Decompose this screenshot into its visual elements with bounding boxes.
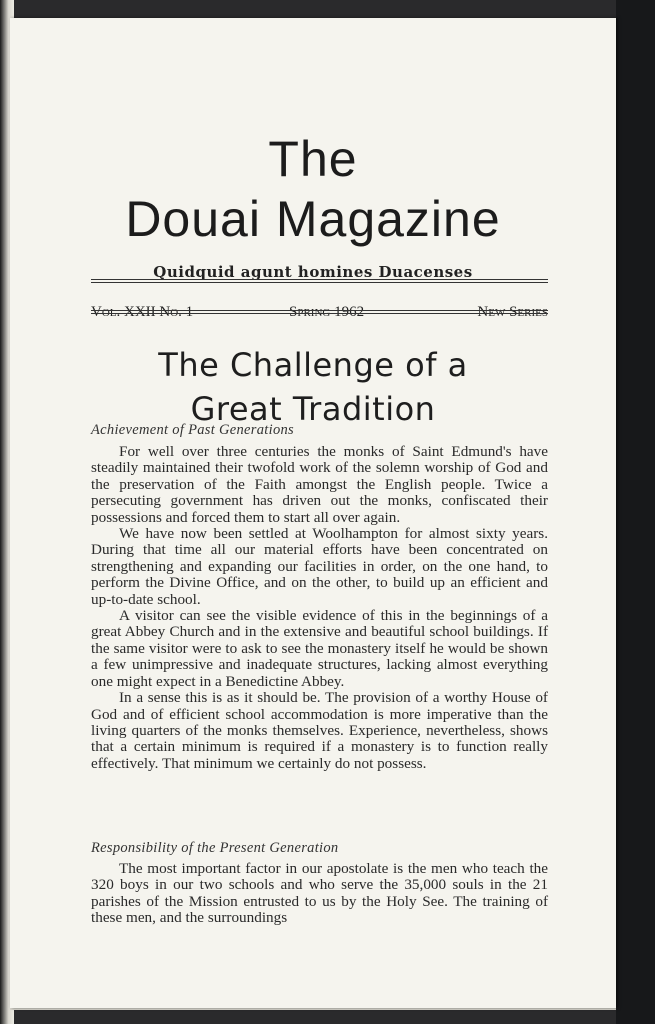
divider-rule bbox=[91, 282, 548, 283]
section-body bbox=[91, 444, 548, 772]
article-title-line1: The Challenge of a bbox=[158, 346, 468, 384]
paragraph: We have now been settled at Woolhampton for almost sixty years. During that time all our material efforts have been concentrated on strengthening and expanding our facilities in order, on the one hand, to perform the Divine Office, and on the other, to build up an efficient and up-to-date school. bbox=[91, 525, 548, 608]
masthead-motto: Quidquid agunt homines Duacenses bbox=[153, 263, 473, 281]
paragraph: In a sense this is as it should be. The provision of a worthy House of God and of efficient school accommodation is more imperative than the living quarters of the monks themselves. Experience, nevertheless, shows that a certain minimum is required if a monastery is to function really effectively. That minimum we certainly do not possess. bbox=[91, 689, 548, 772]
issue-info bbox=[91, 304, 548, 324]
section-heading: Achievement of Past Generations bbox=[91, 422, 294, 438]
divider-rule bbox=[91, 313, 548, 314]
section-body bbox=[91, 861, 548, 927]
issue-series: New Series bbox=[477, 304, 548, 320]
paragraph: The most important factor in our apostolate is the men who teach the 320 boys in our two schools and who serve the 35,000 souls in the 21 parishes of the Mission entrusted to us by the Holy See. The training of these men, and the surroundings bbox=[91, 860, 548, 927]
masthead-title-line1: The bbox=[268, 131, 358, 187]
divider-rule bbox=[91, 310, 548, 311]
article-title-line2: Great Tradition bbox=[190, 390, 436, 428]
issue-volume: Vol. XXII No. 1 bbox=[91, 304, 194, 320]
magazine-page bbox=[10, 18, 616, 1008]
issue-season: Spring 1962 bbox=[289, 304, 365, 320]
paragraph: For well over three centuries the monks of Saint Edmund's have steadily maintained their twofold work of the solemn worship of God and the preservation of the Faith amongst the English people. Twice a persecuting government has driven out the monks, confiscated their possessions and forced them to start all over again. bbox=[91, 443, 548, 526]
paragraph: A visitor can see the visible evidence of this in the beginnings of a great Abbey Church and in the extensive and beautiful school buildings. If the same visitor were to ask to see the monastery itself he would be shown a few unimpressive and inadequate structures, lacking almost everything one might expect in a Benedictine Abbey. bbox=[91, 607, 548, 690]
section-heading: Responsibility of the Present Generation bbox=[91, 840, 339, 856]
divider-rule bbox=[91, 279, 548, 280]
masthead-title-line2: Douai Magazine bbox=[125, 191, 501, 247]
book-cover-edge bbox=[616, 0, 655, 1024]
